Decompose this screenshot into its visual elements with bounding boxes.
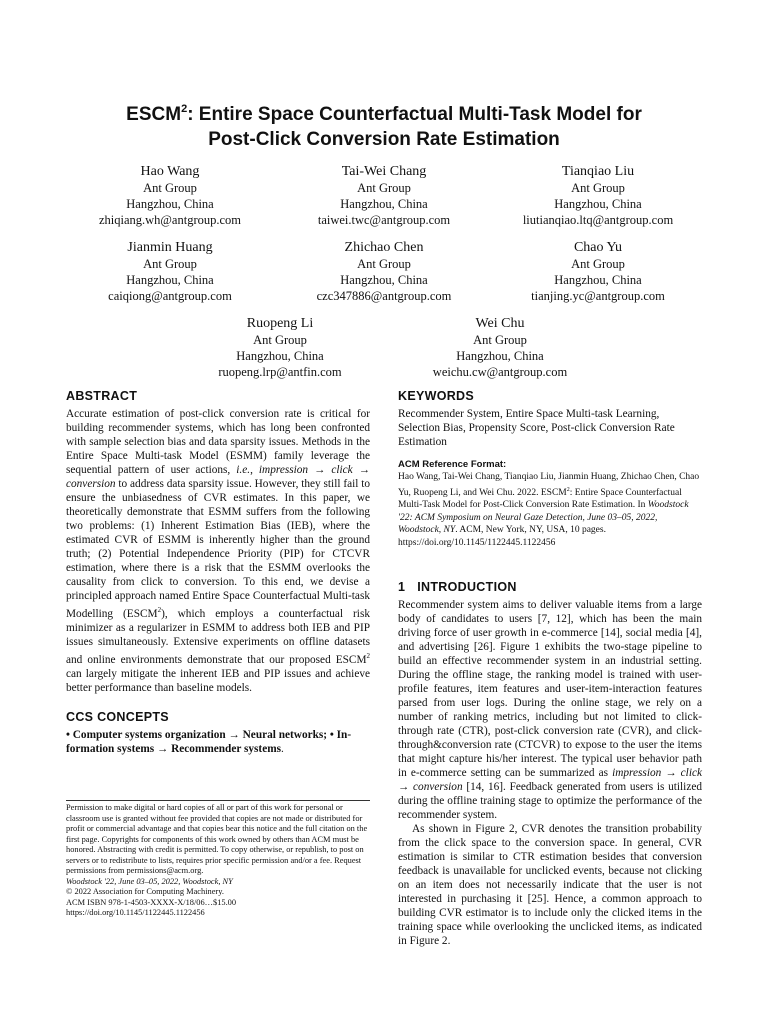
abstract-part-2: to address data sparsity issue. However, they still fail to ensure the unbiasedness of CVR estimates. In this paper, we theoretically demonstrate that ESMM suffers from the following two problems: (1) Inherent Estimation Bias (IEB), where the estimated CVR of ESMM is inherently higher than the ground truth; (2) Potential Independence Priority (PIP) for CTCVR estimation, where there is a risk that the ESMM overlooks the causality from click to conversion. To this end, we devise a principled approach named Entire Space Counterfactual Multi-task Modelling (ESCM [66, 478, 370, 620]
ccs-concept-2: ; • In-formation systems → Recommender systems [66, 728, 352, 755]
author-name: Ruopeng Li [246, 316, 314, 331]
intro-heading [398, 579, 702, 595]
acm-ref-part-b: : Entire Space Counterfactual Multi-Task Model for Post-Click Conversion Rate Estimation. In [398, 487, 682, 511]
abstract-sup-1: 2 [157, 606, 162, 614]
author-email: taiwei.twc@antgroup.com [317, 213, 451, 227]
acm-ref-part-c[interactable]: . ACM, New York, NY, USA, 10 pages. https://doi.org/10.1145/1122445.1122456 [398, 525, 606, 548]
author-name: Zhichao Chen [344, 240, 424, 255]
authors-row-1 [70, 163, 698, 228]
abstract-part-4: can largely mitigate the inherent IEB and PIP issues and achieve better performance than baseline models. [66, 667, 370, 694]
abstract-heading: ABSTRACT [66, 389, 138, 403]
author-location: Hangzhou, China [554, 197, 642, 211]
author-email: tianjing.yc@antgroup.com [531, 289, 665, 303]
author-email: czc347886@antgroup.com [316, 289, 452, 303]
author-email: caiqiong@antgroup.com [108, 289, 232, 303]
paper-title [30, 102, 738, 152]
abstract-part-3: ), which employs a counterfactual risk minimizer as a regularizer in ESMM to address both IEB and PIP issues simultaneously. Extensive experiments on offline datasets and online environments demonstrate that our proposed ESCM [66, 607, 370, 666]
author-org: Ant Group [357, 257, 411, 271]
author-org: Ant Group [253, 333, 307, 347]
ccs-text [66, 728, 370, 756]
author-email: weichu.cw@antgroup.com [432, 365, 568, 379]
author-block [400, 315, 600, 380]
author-block [284, 163, 484, 228]
author-name: Wei Chu [475, 316, 525, 331]
abstract-text: Accurate estimation of post-click conversion rate is critical for building recommender systems, which has long been confronted with sample selection bias and data sparsity issues. Methods in the Entire Space Multi-task Model (ESMM) family leverage the sequential pattern of user actions, i.e., impression → click → conversion to address data sparsity issue. However, they still fail to ensure the unbiasedness of CVR estimates. In this paper, we theoretically demonstrate that ESMM suffers from the following two problems: (1) Inherent Estimation Bias (IEB), where the estimated CVR of ESMM is inherently higher than the ground truth; (2) Potential Independence Priority (PIP) for CTCVR estimation, where there is a risk that the ESMM overlooks the causality from click to conversion. To this end, we devise a principled approach named Entire Space Counterfactual Multi-task Modelling (ESCM$^2$), which employs a counterfactual risk minimizer as a regularizer in ESMM to address both IEB and PIP issues simultaneously. Extensive experiments on offline datasets and online environments demonstrate that our proposed ESCM$^2$ can largely mitigate the inherent IEB and PIP issues and achieve better performance than baseline models. [66, 408, 370, 694]
author-name: Tai-Wei Chang [341, 164, 427, 179]
author-location: Hangzhou, China [126, 197, 214, 211]
author-org: Ant Group [571, 181, 625, 195]
intro-p1-part-a: Recommender system aims to deliver valuable items from a large body of candidates to users [7, 12], which has been the main driving force of user growth in e-commerce [14], social media [4], and advertising [26]. Figure 1 exhibits the two-stage pipeline to build an effective recommender system in an industrial setting. During the offline stage, the ranking model is trained with user-profile features, item features and user-item-interaction features parsed from user logs. During the online stage, we rely on a number of ranking metrics, including but not limited to click-through rate (CTR), post-click conversion rate (CVR), and click-through&conversion rate (CTCVR) to expose to the user the items that might capture his/her interest. The typical user behavior path in e-commerce setting can be summarized as [398, 599, 702, 780]
title-prefix: ESCM [126, 104, 182, 125]
copyright-footnote [66, 800, 370, 919]
keywords-heading: KEYWORDS [398, 389, 475, 403]
author-email: zhiqiang.wh@antgroup.com [98, 213, 242, 227]
acm-ref-text [398, 471, 702, 549]
author-location: Hangzhou, China [236, 349, 324, 363]
title-rest: : Entire Space Counterfactual Multi-Task Model for [187, 104, 642, 125]
author-name: Chao Yu [573, 240, 623, 255]
author-location: Hangzhou, China [340, 273, 428, 287]
author-name: Hao Wang [140, 164, 200, 179]
author-name: Tianqiao Liu [561, 164, 635, 179]
intro-paragraph-1 [398, 598, 702, 822]
author-location: Hangzhou, China [554, 273, 642, 287]
acm-ref-sup: 2 [566, 486, 570, 493]
author-org: Ant Group [143, 257, 197, 271]
right-column [398, 388, 702, 948]
author-org: Ant Group [473, 333, 527, 347]
ccs-heading: CCS CONCEPTS [66, 709, 169, 724]
author-block [498, 239, 698, 304]
author-org: Ant Group [357, 181, 411, 195]
author-org: Ant Group [571, 257, 625, 271]
author-block [284, 239, 484, 304]
author-name: Jianmin Huang [127, 240, 213, 255]
abstract-part-1: Accurate estimation of post-click conversion rate is critical for building recommender systems, which has long been confronted with sample selection bias and data sparsity issues. Methods in the Entire Space Multi-task Model (ESMM) family leverage the sequential pattern of user actions, [66, 408, 370, 476]
footnote-copyright: © 2022 Association for Computing Machinery. [66, 887, 224, 896]
intro-sequence: impression → click → conversion [398, 767, 702, 794]
author-email: liutianqiao.ltq@antgroup.com [522, 213, 674, 227]
author-block [70, 163, 270, 228]
acm-ref-venue: Woodstock '22: ACM Symposium on Neural Gaze Detection, June 03–05, 2022, Woodstock, NY [398, 500, 689, 536]
abstract-sequence: impression → click → conversion [66, 464, 370, 490]
section-number: 1 [398, 580, 406, 595]
title-line2: Post-Click Conversion Rate Estimation [208, 129, 560, 150]
author-org: Ant Group [143, 181, 197, 195]
ccs-end: . [281, 742, 284, 755]
intro-paragraph-2: As shown in Figure 2, CVR denotes the transition probability from the click space to the conversion space. In general, CVR estimation is similar to CTR estimation besides that conversion feedback is unavailable for unclicked events, because not clicking on an item does not necessarily indicate that the user is not interested in purchasing it [25]. Hence, a common approach to building CVR estimator is to include only the clicked items in the training space while overlooking the unclicked items, as indicated in Figure 2. [398, 823, 702, 948]
footnote-venue: Woodstock '22, June 03–05, 2022, Woodstock, NY [66, 876, 233, 886]
author-location: Hangzhou, China [126, 273, 214, 287]
author-email: ruopeng.lrp@antfin.com [218, 365, 342, 379]
abstract-sup-2: 2 [366, 651, 370, 660]
acm-ref-part-a: Hao Wang, Tai-Wei Chang, Tianqiao Liu, Jianmin Huang, Zhichao Chen, Chao Yu, Ruopeng Li, and Wei Chu. 2022. ESCM [398, 472, 700, 498]
intro-p1-part-b: [14, 16]. Feedback generated from users is utilized during the offline training stage to optimize the performance of the recommender system. [398, 781, 702, 822]
footnote-doi[interactable]: https://doi.org/10.1145/1122445.1122456 [66, 908, 205, 917]
permission-text: Permission to make digital or hard copies of all or part of this work for personal or classroom use is granted without fee provided that copies are not made or distributed for profit or commercial advantage and that copies bear this notice and the full citation on the first page. Copyrights for components of this work owned by others than ACM must be honored. Abstracting with credit is permitted. To copy otherwise, or republish, to post on servers or to redistribute to lists, requires prior specific permission and/or a fee. Request permissions from permissions@acm.org. [66, 803, 368, 875]
title-sup: 2 [181, 103, 188, 115]
left-column [66, 388, 370, 756]
author-block [180, 315, 380, 380]
section-title: INTRODUCTION [417, 580, 517, 595]
keywords-text: Recommender System, Entire Space Multi-task Learning, Selection Bias, Propensity Score, Post-click Conversion Rate Estimation [398, 408, 675, 448]
author-location: Hangzhou, China [340, 197, 428, 211]
author-block [70, 239, 270, 304]
author-block [498, 163, 698, 228]
author-location: Hangzhou, China [456, 349, 544, 363]
acm-ref-heading: ACM Reference Format: [398, 459, 507, 470]
authors-row-2 [70, 239, 698, 304]
abstract-ie: i.e. [236, 464, 251, 476]
authors-row-3 [180, 315, 600, 380]
ccs-concept-1: • Computer systems organization → Neural networks [66, 728, 324, 741]
footnote-isbn: ACM ISBN 978-1-4503-XXXX-X/18/06…$15.00 [66, 897, 237, 907]
